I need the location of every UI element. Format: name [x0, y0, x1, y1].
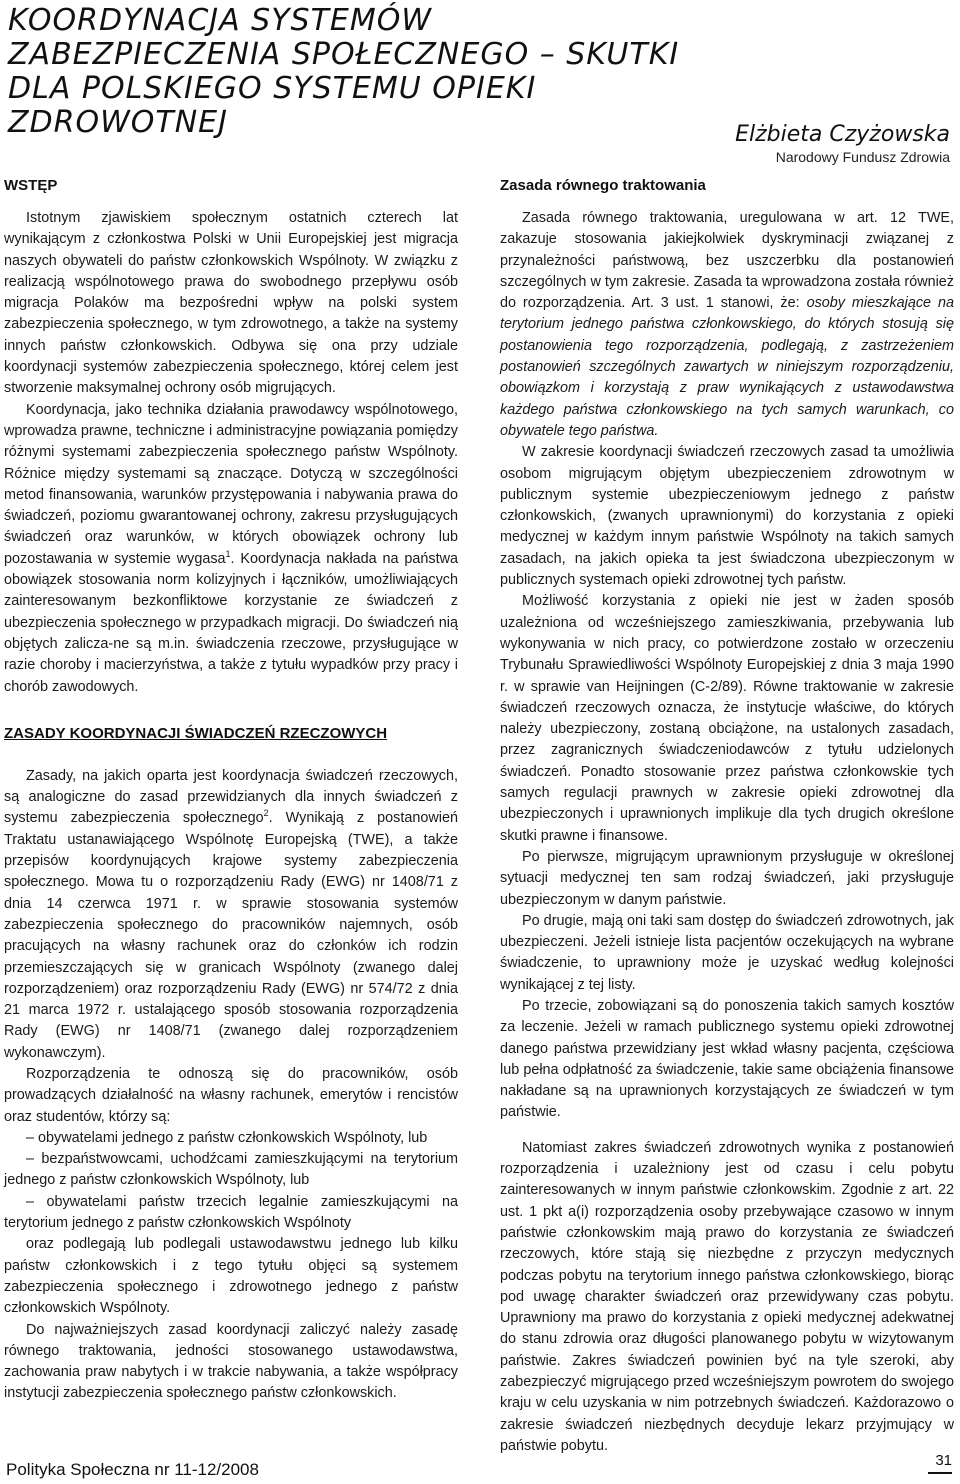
journal-footer: Polityka Społeczna nr 11-12/2008 [6, 1460, 259, 1479]
dash-marker: – [26, 1151, 35, 1168]
dash-marker: – [26, 1193, 35, 1210]
section-heading-equal-treatment: Zasada równego traktowania [500, 177, 706, 194]
paragraph-text: Po trzecie, zobowiązani są do ponoszenia takich samych kosztów za leczenie. Jeżeli w ramach publicznego systemu opieki zdrowotnej danego państwa przewidziany jest wkład własny pacjenta, częściowa lub pełna odpłatność za świadczenie, takie same obciążenia finansowe nakładane są na uprawnionych korzystających ze świadczeń w tym państwie. [500, 997, 954, 1121]
list-item-text: bezpaństwowcami, uchodźcami zamieszkującymi na terytorium jednego z państw członkowskich Wspólnoty, lub [4, 1151, 459, 1189]
section-heading-coordination: ZASADY KOORDYNACJI ŚWIADCZEŃ RZECZOWYCH [4, 724, 388, 742]
left-column [4, 176, 458, 1438]
author-affiliation: Narodowy Fundusz Zdrowia [775, 149, 950, 165]
paragraph [500, 591, 954, 847]
paragraph-text: Istotnym zjawiskiem społecznym ostatnich czterech lat wynikającym z członkostwa Polski w Unii Europejskiej jest migracja naszych obywateli do państw członkowskich Wspólnoty. W związku z realizacją wspólnotowego prawa do swobodnego przepływu osób migracja Polaków ma bezpośredni wpływ na polski system zabezpieczenia społecznego, w tym zdrowotnego, a także na systemy innych państw członkowskich. Odbywa się ona przy udziale koordynacji systemów zabezpieczenia społecznego, której celem jest stworzenie maksymalnej ochrony osób migrujących. [4, 210, 458, 397]
article-title: KOORDYNACJA SYSTEMÓW ZABEZPIECZENIA SPOŁECZNEGO – SKUTKI DLA POLSKIEGO SYSTEMU OPIEKI ZDROWOTNEJ [8, 3, 680, 140]
paragraph [500, 1138, 954, 1457]
paragraph [4, 1234, 458, 1319]
paragraph-text: Zasady, na jakich oparta jest koordynacja świadczeń rzeczowych, są analogiczne do zasad przewidzianych dla innych świadczeń z systemu zabezpieczenia społecznego [4, 767, 458, 827]
paragraph [4, 208, 458, 400]
paragraph [500, 442, 954, 591]
list-item [4, 1192, 458, 1235]
paragraph [4, 1064, 458, 1128]
page-number: 31 [935, 1452, 952, 1469]
paragraph-text: . Koordynacja nakłada na państwa obowiązek stosowania norm kolizyjnych i łączników, umożliwiających zainteresowanym bezkonfliktowe korzystanie ze świadczeń z ubezpieczenia społecznego w przypadkach migracji. Do świadczeń nią objętych zalicza-ne są m.in. świadczenia rzeczowe, przysługujące w razie choroby i macierzyństwa, a także z tytułu wypadków przy pracy i chorób zawodowych. [4, 550, 458, 695]
paragraph [4, 766, 458, 1064]
paragraph-text: W zakresie koordynacji świadczeń rzeczowych zasad ta umożliwia osobom migrującym objętym ubezpieczeniem zdrowotnym w publicznym systemie ubezpieczeniowym jednego z państw członkowskich, (zwanych uprawnionymi) do korzystania z opieki medycznej w każdym innym państwie Wspólnoty na takich samych zasadach, na jakich opieka ta jest świadczona ubezpieczonym w publicznych systemach opieki zdrowotnej tych państw. [500, 444, 954, 589]
paragraph-text: Zasada równego traktowania, uregulowana w art. 12 TWE, zakazuje stosowania jakiejkolwiek dyskryminacji związanej z przynależności państwową, bez uszczerbku dla postanowień szczególnych w tym zakresie. Zasada ta wprowadzona została również do rozporządzenia. Art. 3 ust. 1 stanowi, że: [500, 210, 954, 312]
paragraph [500, 847, 954, 911]
section-heading-intro: WSTĘP [4, 177, 58, 194]
dash-marker: – [26, 1129, 35, 1146]
paragraph-text: Po drugie, mają oni taki sam dostęp do świadczeń zdrowotnych, jak ubezpieczeni. Jeżeli istnieje lista pacjentów oczekujących na wybrane świadczenie, to uprawniony może je uzyskać według kolejności wynikającej z tej listy. [500, 912, 954, 993]
footnote-ref: 2 [263, 808, 269, 819]
list-item [4, 1149, 458, 1192]
paragraph-text: Koordynacja, jako technika działania prawodawcy wspólnotowego, wprowadza prawne, techniczne i administracyjne powiązania pomiędzy różnymi systemami zabezpieczenia społecznego państw Wspólnoty. Różnice między systemami są znaczące. Dotyczą w szczególności metod finansowania, warunków przystępowania i nabywania prawa do świadczeń, poziomu gwarantowanej ochrony, zakresu przysługujących świadczeń oraz warunków, w których obowiązek ochrony lub pozostawania w systemie wygasa [4, 401, 458, 567]
paragraph [500, 996, 954, 1124]
paragraph-text: Możliwość korzystania z opieki nie jest w żaden sposób uzależniona od wcześniejszego zamieszkiwania, przebywania lub wykonywania w nich pracy, co potwierdzone zostało w orzeczeniu Trybunału Sprawiedliwości Wspólnoty Europejskiej z dnia 3 maja 1990 r. w sprawie van Heijningen (C-2/89). Równe traktowanie w zakresie świadczeń rzeczowych oznacza, że instytucje właściwe, do których należy ubezpieczony, zostaną obciążone, na ustalonych zasadach, przez zagranicznych świadczeniodawców z tytułu udzielonych świadczeń. Ponadto stosowanie przez państwa członkowskie tych samych regulacji prawnych w zakresie opieki zdrowotnej dla ubezpieczonych i uprawnionych implikuje dla tych drugich określone skutki prawne i finansowe. [500, 593, 954, 844]
paragraph [500, 208, 954, 442]
paragraph [500, 911, 954, 996]
paragraph-text: Do najważniejszych zasad koordynacji zaliczyć należy zasadę równego traktowania, jedności stosowanego ustawodawstwa, zachowania praw nabytych i w trakcie nabywania, a także współpracy instytucji zabezpieczenia społecznego państw członkowskich. [4, 1321, 458, 1402]
paragraph [4, 1320, 458, 1405]
paragraph-text: Po pierwsze, migrującym uprawnionym przysługuje w określonej sytuacji medycznej ten sam rodzaj świadczeń, jaki przysługuje ubezpieczonym w danym państwie. [500, 848, 954, 908]
footnote-ref: 1 [225, 548, 231, 559]
list-item-text: obywatelami jednego z państw członkowskich Wspólnoty, lub [38, 1129, 428, 1146]
list-item [4, 1128, 458, 1149]
paragraph-text: oraz podlegają lub podlegali ustawodawstwu jednego lub kilku państw członkowskich i z tego tytułu objęci są systemem zabezpieczenia społecznego i zdrowotnego jednego z państw członkowskich Wspólnoty. [4, 1236, 458, 1317]
paragraph [4, 400, 458, 698]
quoted-regulation: osoby mieszkające na terytorium jednego państwa członkowskiego, do których stosują się postanowienia tego rozporządzenia, podlegają, z zastrzeżeniem postanowień szczególnych zawartych w niniejszym rozporządzeniu, obowiązkom i korzystają z praw wynikających z ustawodawstwa każdego państwa członkowskiego na tych samych warunkach, co obywatele tego państwa. [500, 295, 954, 439]
list-item-text: obywatelami państw trzecich legalnie zamieszkującymi na terytorium jednego z państw członkowskich Wspólnoty [4, 1193, 459, 1232]
paragraph-text: Natomiast zakres świadczeń zdrowotnych wynika z postanowień rozporządzenia i uzależniony jest od czasu i celu pobytu zainteresowanych w innym państwie członkowskim. Zgodnie z art. 22 ust. 1 pkt a(i) rozporządzenia osoby przebywające czasowo w innym państwie członkowskim mają prawo do korzystania ze świadczeń rzeczowych, które stają się niezbędne z przyczyn medycznych podczas pobytu na terytorium innego państwa członkowskiego, biorąc pod uwagę charakter świadczeń oraz przewidywany czas pobytu. Uprawniony ma prawo do korzystania z opieki medycznej adekwatnej do stanu zdrowia oraz długości planowanego pobytu w wizytowanym państwie. Zakres świadczeń powinien być na tyle szeroki, aby zabezpieczyć migrującego przed wcześniejszym powrotem do swojego kraju w celu uzyskania w nim potrzebnych świadczeń. Każdorazowo o zakresie świadczeń niezbędnych decyduje lekarz przyjmujący w państwie pobytu. [500, 1139, 954, 1454]
author-name: Elżbieta Czyżowska [735, 122, 950, 147]
paragraph-text: . Wynikają z postanowień Traktatu ustanawiającego Wspólnotę Europejską (TWE), a także przepisów koordynujących krajowe systemy zabezpieczenia społecznego. Mowa tu o rozporządzeniu Rady (EWG) nr 1408/71 z dnia 14 czerwca 1971 r. w sprawie stosowania systemów zabezpieczenia społecznego do pracowników najemnych, osób pracujących na własny rachunek oraz do członków ich rodzin przemieszczających się w granicach Wspólnoty (zwanego dalej rozporządzeniem) oraz rozporządzeniu Rady (EWG) nr 574/72 z dnia 21 marca 1972 r. ustalającego sposób stosowania rozporządzenia Rady (EWG) nr 1408/71 (zwanego dalej rozporządzeniem wykonawczym). [4, 810, 458, 1061]
author-block [735, 122, 950, 165]
page-number-rule [928, 1472, 952, 1474]
right-column [500, 176, 954, 1454]
paragraph-text: Rozporządzenia te odnoszą się do pracowników, osób prowadzących działalność na własny rachunek, emerytów i rencistów oraz studentów, którzy są: [4, 1065, 458, 1125]
